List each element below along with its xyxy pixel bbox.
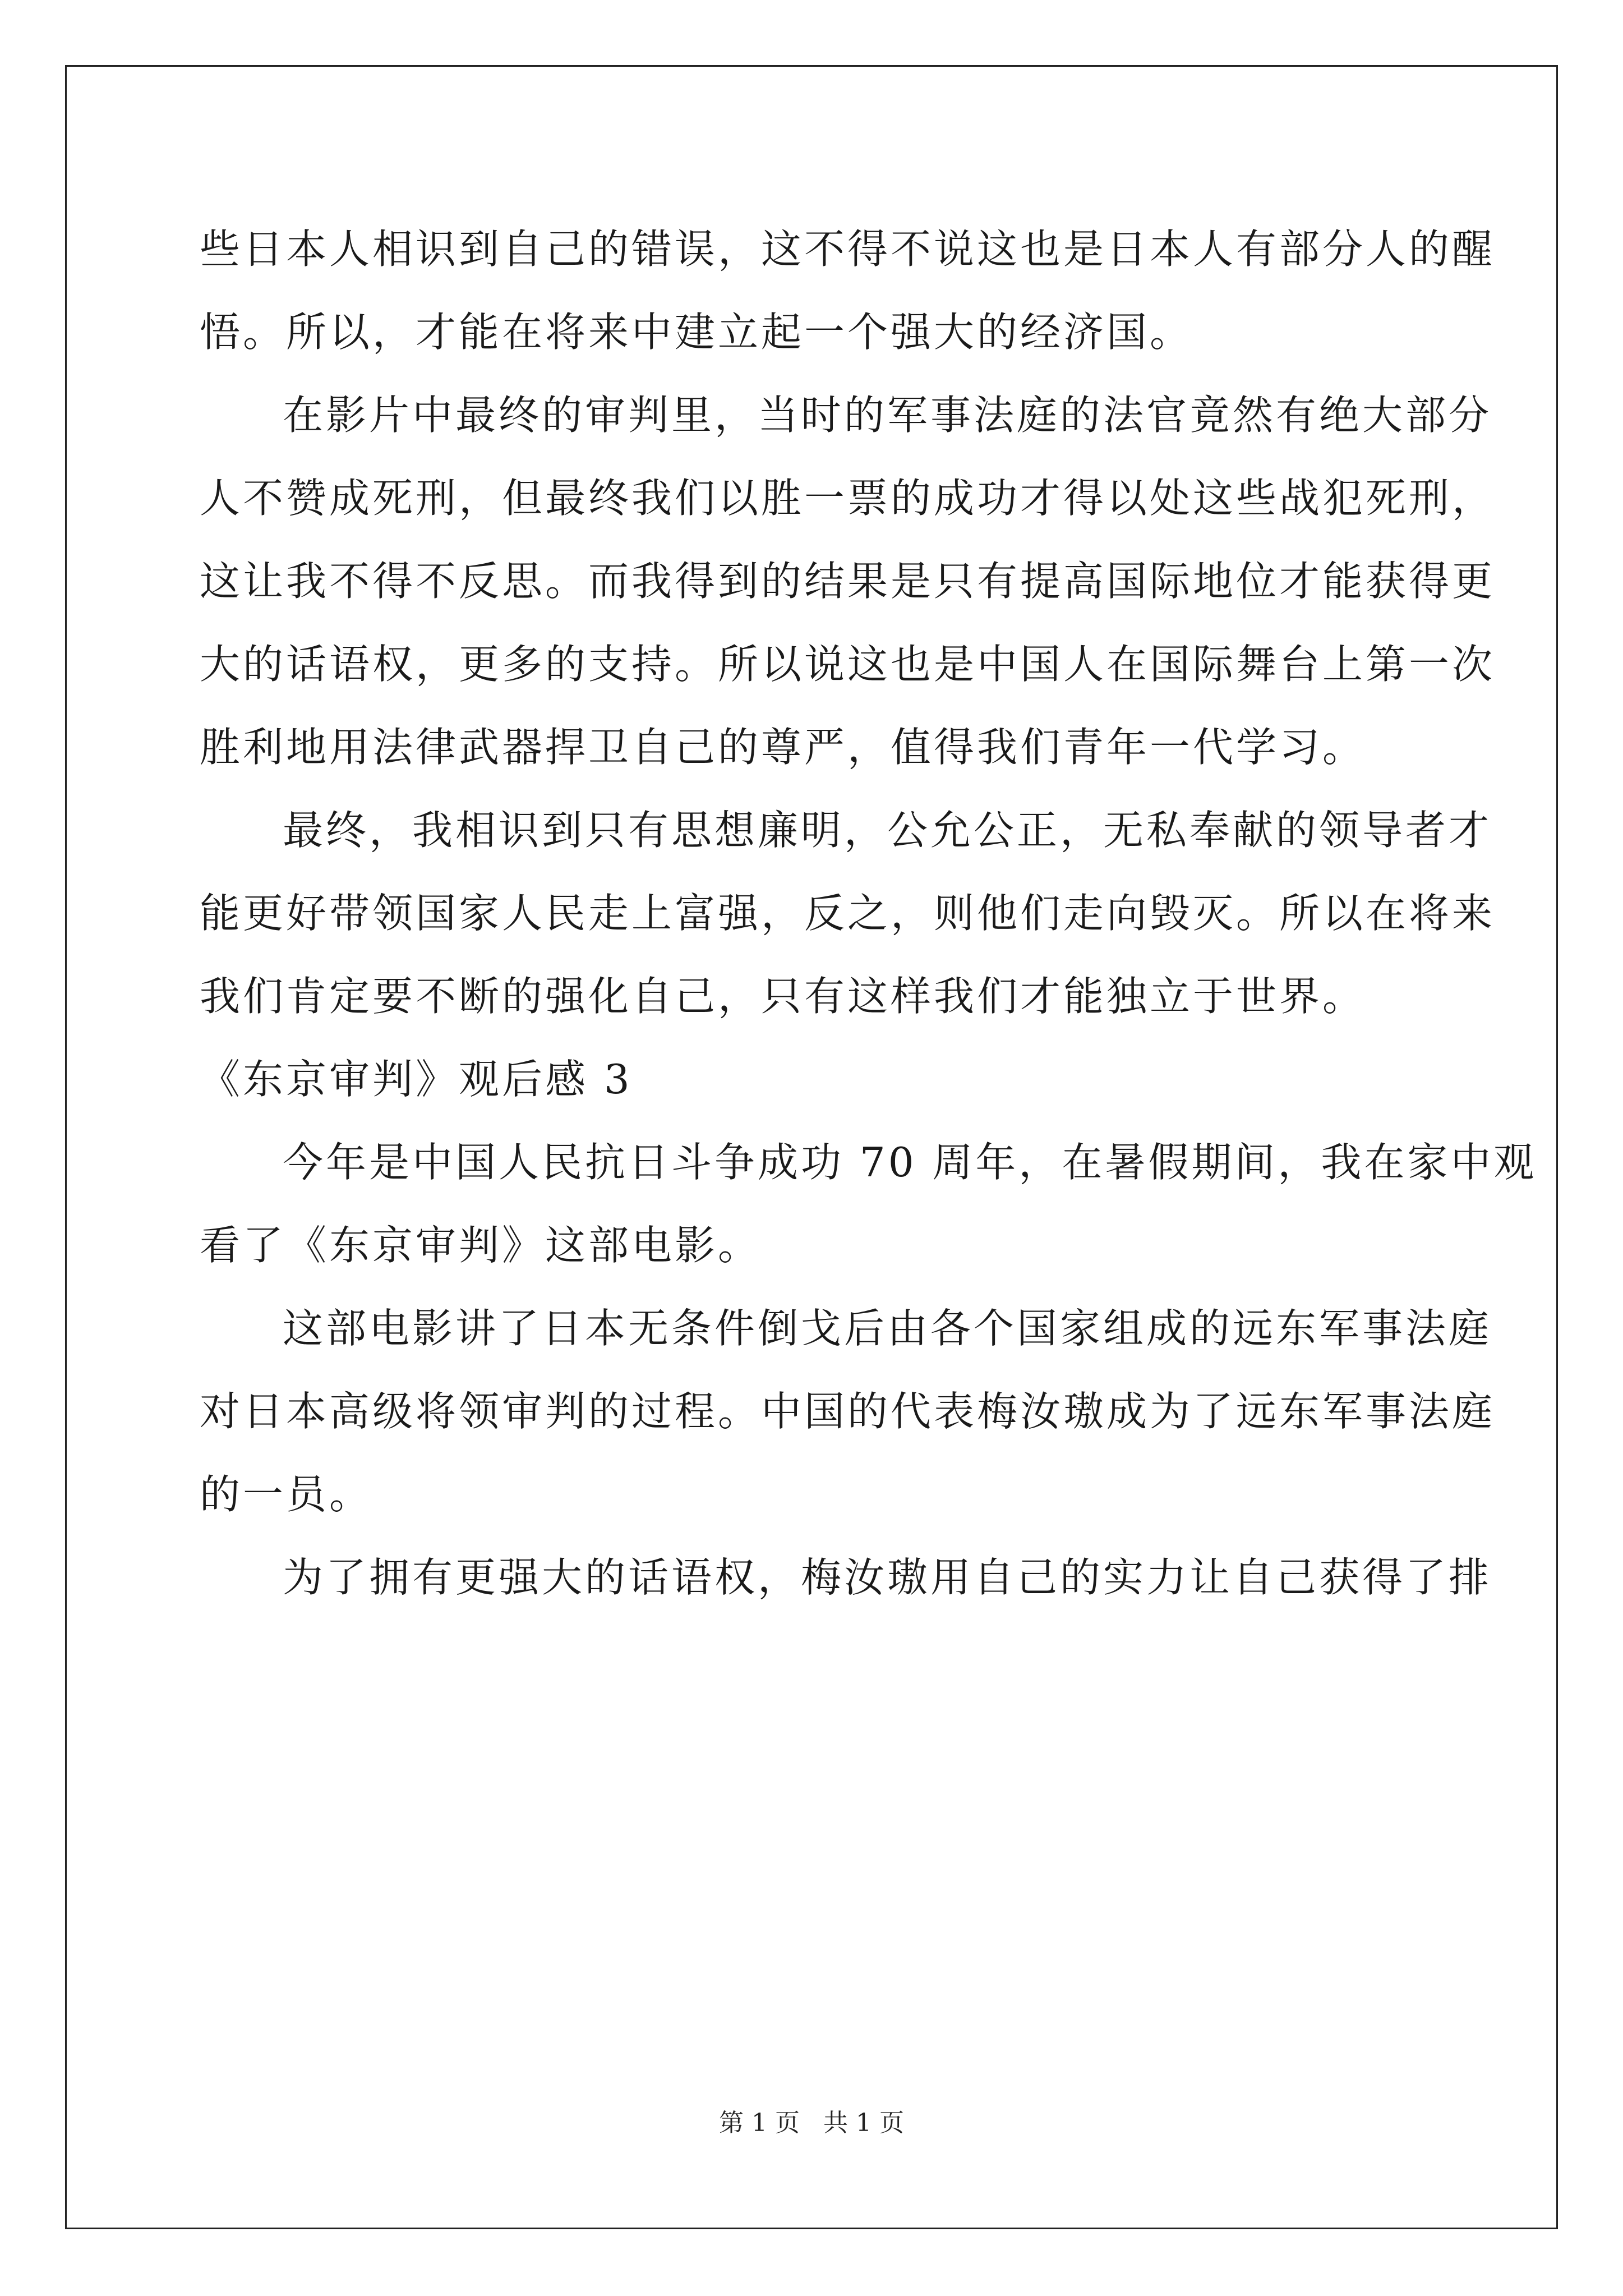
text-line: 能更好带领国家人民走上富强，反之，则他们走向毁灭。所以在将来 (200, 890, 1496, 937)
text-line: 我们肯定要不断的强化自己，只有这样我们才能独立于世界。 (200, 973, 1366, 1020)
page-footer: 第 1 页 共 1 页 (719, 2109, 904, 2137)
document-body (200, 208, 1537, 1619)
text-line: 悟。所以，才能在将来中建立起一个强大的经济国。 (200, 309, 1193, 356)
text-line: 对日本高级将领审判的过程。中国的代表梅汝璈成为了远东军事法庭 (200, 1388, 1496, 1435)
text-line: 的一员。 (200, 1471, 373, 1518)
text-line: 这让我不得不反思。而我得到的结果是只有提高国际地位才能获得更 (200, 558, 1496, 605)
text-line: 这部电影讲了日本无条件倒戈后由各个国家组成的远东军事法庭 (283, 1305, 1492, 1352)
text-line: 为了拥有更强大的话语权，梅汝璈用自己的实力让自己获得了排 (283, 1554, 1492, 1601)
section-heading: 《东京审判》观后感 3 (200, 1056, 633, 1103)
text-line: 今年是中国人民抗日斗争成功 70 周年，在暑假期间，我在家中观 (283, 1139, 1537, 1186)
text-line: 人不赞成死刑，但最终我们以胜一票的成功才得以处这些战犯死刑， (200, 475, 1496, 522)
text-line: 看了《东京审判》这部电影。 (200, 1222, 762, 1269)
text-line: 在影片中最终的审判里，当时的军事法庭的法官竟然有绝大部分 (283, 392, 1492, 439)
text-line: 些日本人相识到自己的错误，这不得不说这也是日本人有部分人的醒 (200, 226, 1496, 273)
text-line: 胜利地用法律武器捍卫自己的尊严，值得我们青年一代学习。 (200, 724, 1366, 771)
text-line: 大的话语权，更多的支持。所以说这也是中国人在国际舞台上第一次 (200, 641, 1496, 688)
text-line: 最终，我相识到只有思想廉明，公允公正，无私奉献的领导者才 (283, 807, 1492, 854)
